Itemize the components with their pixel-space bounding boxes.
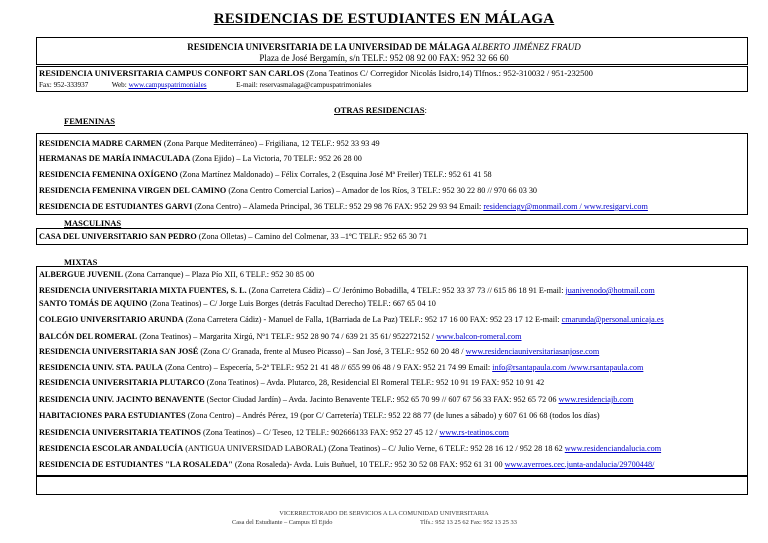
uma-residence-name [0,42,768,52]
residence-details: (Zona Ejido) – La Victoria, 70 TELF.: 952 26 28 00 [190,154,362,163]
residence-details: (Zona C/ Granada, frente al Museo Picasso) – San José, 3 TELF.: 952 60 20 48 / [198,347,466,356]
uma-name-italic: ALBERTO JIMÉNEZ FRAUD [471,42,581,52]
section-mixtas: MIXTAS [64,257,98,267]
residence-details: (Zona Olletas) – Camino del Colmenar, 33 –1ºC TELF.: 952 65 30 71 [196,232,428,241]
residence-name: RESIDENCIA UNIV. JACINTO BENAVENTE [39,395,205,404]
section-femeninas: FEMENINAS [64,116,116,126]
confort-name: RESIDENCIA UNIVERSITARIA CAMPUS CONFORT SAN CARLOS [39,68,305,78]
residence-name: COLEGIO UNIVERSITARIO ARUNDA [39,315,184,324]
residence-details: (Zona Centro) – Alameda Principal, 36 TELF.: 952 29 98 76 FAX: 952 29 93 94 Email: [192,202,484,211]
residence-row [39,298,436,309]
residence-details: (Zona Rosaleda)- Avda. Luis Buñuel, 10 TELF.: 952 30 52 08 FAX: 952 61 31 00 [232,460,505,469]
residence-details: (Zona Centro) – Especería, 5-2ª TELF.: 952 21 41 48 // 655 99 06 48 / 9 FAX: 952 21 74 99 Email: [162,363,493,372]
residence-details: (Zona Teatinos) – Avda. Plutarco, 28, Residencial El Romeral TELF.: 952 10 91 19 FAX: 952 10 91 42 [204,378,545,387]
residence-row [39,201,648,212]
residence-link[interactable]: cmarunda@personal.unicaja.es [561,315,664,324]
residence-details: (Zona Martínez Maldonado) – Félix Corrales, 2 (Esquina José Mª Freiler) TELF.: 952 61 41 58 [177,170,492,179]
residence-name: BALCÓN DEL ROMERAL [39,332,138,341]
mixtas-empty-row [36,476,748,495]
otras-heading [334,105,427,115]
confort-detail: (Zona Teatinos C/ Corregidor Nicolás Isidro,14) Tlfnos.: 952-310032 / 951-232500 [306,68,593,78]
footer-line1: VICERRECTORADO DE SERVICIOS A LA COMUNIDAD UNIVERSITARIA [279,510,489,517]
uma-name: RESIDENCIA UNIVERSITARIA DE LA UNIVERSIDAD DE MÁLAGA [187,42,470,52]
residence-name: RESIDENCIA UNIVERSITARIA SAN JOSÉ [39,347,199,356]
residence-row [39,185,537,196]
residence-row [39,231,427,242]
confort-email: E-mail: reservasmalaga@campuspatrimoniales [236,81,372,89]
residence-link[interactable]: juanivenodo@hotmail.com [565,286,655,295]
residence-details: (Zona Teatinos) – C/ Teseo, 12 TELF.: 902666133 FAX: 952 27 45 12 / [200,428,440,437]
residence-name: ALBERGUE JUVENIL [39,270,123,279]
residence-link[interactable]: residenciagv@monmail.com / www.resigarvi.com [483,202,648,211]
residence-details: (Sector Ciudad Jardín) – Avda. Jacinto Benavente TELF.: 952 65 70 99 // 607 67 56 33 FAX: 952 65 72 06 [204,395,559,404]
otras-colon: : [424,105,427,115]
page-title: RESIDENCIAS DE ESTUDIANTES EN MÁLAGA [213,11,555,27]
residence-name: RESIDENCIA FEMENINA OXÍGENO [39,170,178,179]
residence-link[interactable]: www.averroes.cec.junta-andalucia/29700448/ [504,460,655,469]
residence-name: CASA DEL UNIVERSITARIO SAN PEDRO [39,232,197,241]
footer-line2a: Casa del Estudiante – Campus El Ejido [232,519,333,526]
residence-details: (Zona Parque Mediterráneo) – Frigiliana, 12 TELF.: 952 33 93 49 [161,139,380,148]
residence-row [39,443,661,454]
residence-row [39,377,544,388]
residence-name: RESIDENCIA FEMENINA VIRGEN DEL CAMINO [39,186,227,195]
confort-web-link[interactable]: www.campuspatrimoniales [128,81,207,89]
residence-row [39,459,654,470]
residence-row [39,362,643,373]
residence-row [39,427,509,438]
footer-line2b: Tlfs.: 952 13 25 62 Fax: 952 13 25 33 [420,519,517,526]
residence-details: (Zona Carretera Cádiz) - Manuel de Falla, 1(Barriada de La Paz) TELF.: 952 17 16 00 FAX: 952 23 17 12 E-mail: [183,315,562,324]
residence-details: (Zona Carretera Cádiz) – C/ Jerónimo Bobadilla, 4 TELF.: 952 33 37 73 // 615 86 18 91 E-mail: [246,286,566,295]
otras-label: OTRAS RESIDENCIAS [334,105,425,115]
residence-row [39,394,633,405]
residence-details: (Zona Teatinos) – C/ Jorge Luis Borges (detrás Facultad Derecho) TELF.: 667 65 04 10 [147,299,436,308]
residence-link[interactable]: www.residenciandalucia.com [564,444,662,453]
confort-line2 [39,80,372,90]
residence-name: HERMANAS DE MARÍA INMACULADA [39,154,191,163]
residence-link[interactable]: www.rs-teatinos.com [439,428,509,437]
residence-row [39,331,522,342]
confort-web-label: Web: [111,81,127,89]
residence-row [39,314,664,325]
residence-link[interactable]: info@rsantapaula.com /www.rsantapaula.com [492,363,644,372]
residence-row [39,346,599,357]
residence-name: RESIDENCIA MADRE CARMEN [39,139,162,148]
residence-details: (ANTIGUA UNIVERSIDAD LABORAL) (Zona Teatinos) – C/ Julio Verne, 6 TELF.: 952 28 16 12 / 952 28 18 62 [183,444,565,453]
residence-row [39,153,362,164]
residence-name: RESIDENCIA DE ESTUDIANTES GARVI [39,202,193,211]
section-masculinas: MASCULINAS [64,218,122,228]
residence-details: (Zona Centro Comercial Larios) – Amador de los Ríos, 3 TELF.: 952 30 22 80 // 970 66 03 30 [226,186,538,195]
residence-name: HABITACIONES PARA ESTUDIANTES [39,411,186,420]
residence-name: RESIDENCIA ESCOLAR ANDALUCÍA [39,444,184,453]
residence-name: RESIDENCIA UNIVERSITARIA MIXTA FUENTES, S. L. [39,286,247,295]
residence-row [39,410,600,421]
residence-name: SANTO TOMÁS DE AQUINO [39,299,148,308]
residence-row [39,138,380,149]
residence-name: RESIDENCIA UNIVERSITARIA TEATINOS [39,428,201,437]
confort-fax: Fax: 952-333937 [39,81,89,89]
residence-details: (Zona Teatinos) – Margarita Xirgú, Nº1 TELF.: 952 28 90 74 / 639 21 35 61/ 952272152 / [137,332,437,341]
residence-link[interactable]: www.residenciajb.com [558,395,634,404]
residence-details: (Zona Centro) – Andrés Pérez, 19 (por C/ Carretería) TELF.: 952 22 88 77 (de lunes a sábado) y 607 61 06 68 (todos los días) [185,411,600,420]
residence-row [39,169,492,180]
residence-row [39,269,314,280]
residence-row [39,285,655,296]
residence-name: RESIDENCIA UNIV. STA. PAULA [39,363,163,372]
residence-name: RESIDENCIA UNIVERSITARIA PLUTARCO [39,378,205,387]
uma-address: Plaza de José Bergamín, s/n TELF.: 952 08 92 00 FAX: 952 32 66 60 [259,53,509,63]
residence-link[interactable]: www.residenciauniversitariasanjose.com [465,347,600,356]
confort-line1 [39,68,593,78]
residence-name: RESIDENCIA DE ESTUDIANTES "LA ROSALEDA" [39,460,233,469]
residence-details: (Zona Carranque) – Plaza Pío XII, 6 TELF.: 952 30 85 00 [122,270,315,279]
residence-link[interactable]: www.balcon-romeral.com [436,332,522,341]
